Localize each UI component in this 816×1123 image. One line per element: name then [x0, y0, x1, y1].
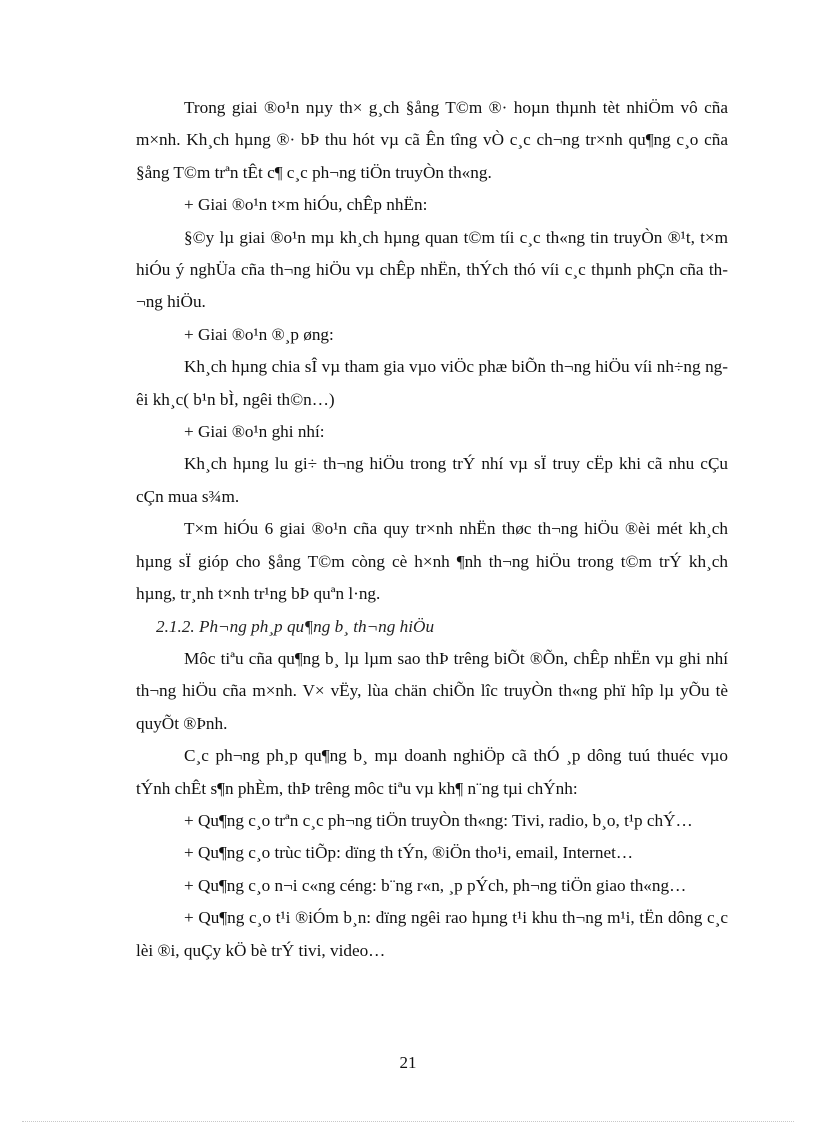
- stage-heading-memory: + Giai ®o¹n ghi nhí:: [184, 422, 325, 442]
- footer-divider: [22, 1121, 794, 1122]
- list-item-public-ads: + Qu¶ng c¸o n¬i c«ng céng: b¨ng r«n, ¸p pÝch, ph¬ng tiÖn giao th«ng…: [184, 875, 687, 895]
- list-item-media-ads: + Qu¶ng c¸o trªn c¸c ph¬ng tiÖn truyÒn th«ng: Tivi, radio, b¸o, t¹p chÝ…: [184, 810, 693, 830]
- paragraph-intro: Trong giai ®o¹n nµy th× g¸ch §ång T©m ®· hoµn thµnh tèt nhiÖm vô cña m×nh. Kh¸ch hµng ®· bÞ thu hót vµ cã Ên tîng vÒ c¸c ch¬ng tr×nh qu¶ng c¸o cña §ång T©m trªn tÊt c¶ c¸c ph¬ng tiÖn truyÒn th«ng.: [136, 98, 728, 182]
- paragraph-understanding: §©y lµ giai ®o¹n mµ kh¸ch hµng quan t©m tíi c¸c th«ng tin truyÒn ®¹t, t×m hiÓu ý nghÜa cña th¬ng hiÖu vµ chÊp nhËn, thÝch thó víi c¸c thµnh phÇn cña th¬ng hiÖu.: [136, 227, 728, 312]
- stage-heading-response: + Giai ®o¹n ®¸p øng:: [184, 324, 334, 344]
- paragraph-summary: T×m hiÓu 6 giai ®o¹n cña quy tr×nh nhËn thøc th¬ng hiÖu ®èi mét kh¸ch hµng sÏ gióp cho §ång T©m còng cè h×nh ¶nh th¬ng hiÖu trong t©m trÝ kh¸ch hµng, tr¸nh t×nh tr¹ng bÞ quªn l·ng.: [136, 519, 728, 604]
- list-item-direct-ads: + Qu¶ng c¸o trùc tiÕp: dïng th tÝn, ®iÖn tho¹i, email, Internet…: [184, 843, 634, 863]
- list-item-point-of-sale-ads: + Qu¶ng c¸o t¹i ®iÓm b¸n: dïng ngêi rao hµng t¹i khu th¬ng m¹i, tËn dông c¸c lèi ®i, quÇy kÖ bè trÝ tivi, video…: [136, 908, 728, 960]
- stage-heading-understanding: + Giai ®o¹n t×m hiÓu, chÊp nhËn:: [184, 195, 428, 215]
- document-page: [136, 92, 728, 967]
- section-heading: 2.1.2. Ph¬ng ph¸p qu¶ng b¸ th¬ng hiÖu: [156, 616, 435, 636]
- paragraph-methods: C¸c ph¬ng ph¸p qu¶ng b¸ mµ doanh nghiÖp cã thÓ ¸p dông tuú thuéc vµo tÝnh chÊt s¶n phÈm, thÞ trêng môc tiªu vµ kh¶ n¨ng tµi chÝnh:: [136, 746, 728, 798]
- paragraph-objective: Môc tiªu cña qu¶ng b¸ lµ lµm sao thÞ trêng biÕt ®Õn, chÊp nhËn vµ ghi nhí th¬ng hiÖu cña m×nh. V× vËy, lùa chän chiÕn lîc truyÒn th«ng phï hîp lµ yÕu tè quyÕt ®Þnh.: [136, 648, 728, 733]
- paragraph-response: Kh¸ch hµng chia sÎ vµ tham gia vµo viÖc phæ biÕn th¬ng hiÖu víi nh÷ng ngêi kh¸c( b¹n bÌ, ngêi th©n…): [136, 357, 728, 409]
- page-number: 21: [399, 1053, 417, 1072]
- paragraph-memory: Kh¸ch hµng lu gi÷ th¬ng hiÖu trong trÝ nhí vµ sÏ truy cËp khi cã nhu cÇu cÇn mua s¾m.: [136, 454, 728, 506]
